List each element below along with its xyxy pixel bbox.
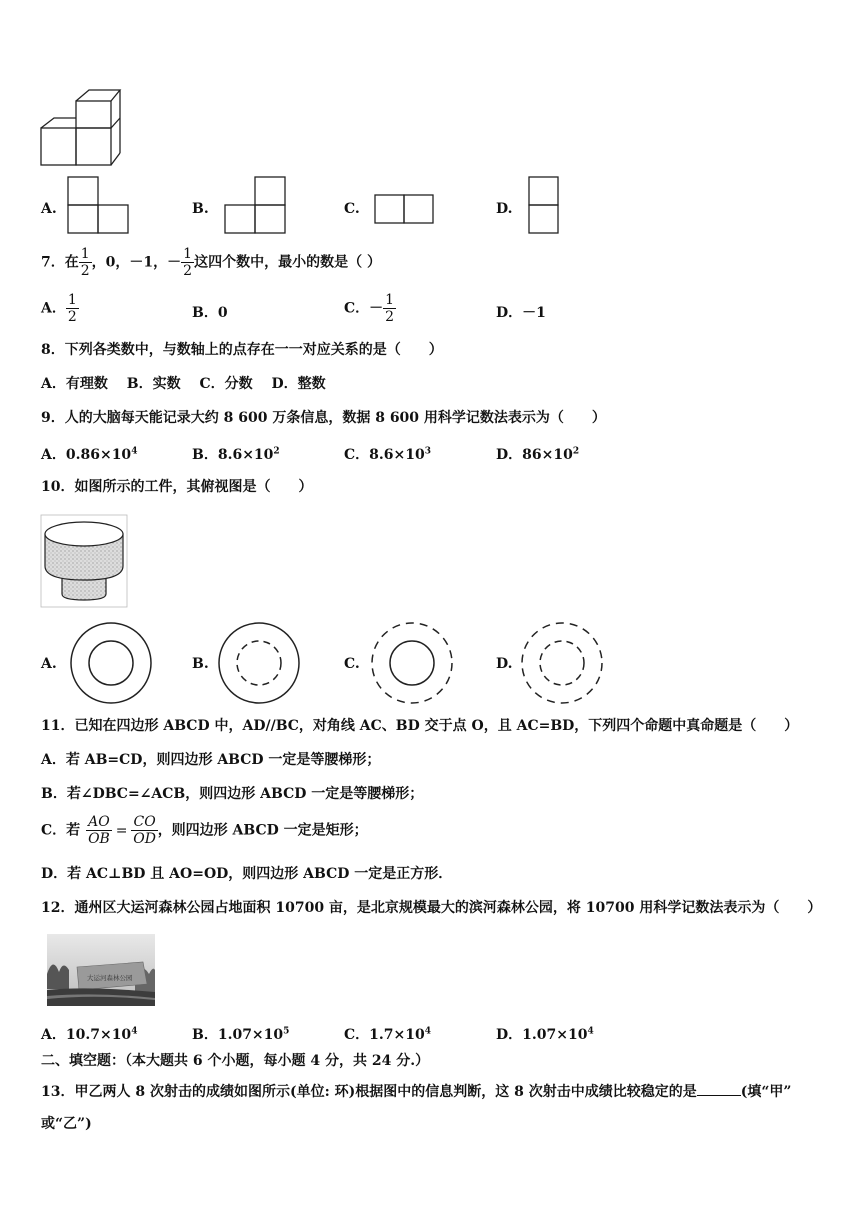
q10-option-d-figure[interactable] (519, 620, 605, 706)
q12-option-a[interactable] (41, 1024, 137, 1044)
q7-a-den: 2 (67, 309, 77, 325)
q7-option-d[interactable]: D．－1 (496, 305, 546, 321)
q7-option-a-fraction (66, 292, 79, 325)
q9-d-base: D．86×10 (496, 447, 573, 463)
q9-stem: 9．人的大脑每天能记录大约 8 600 万条信息，数据 8 600 用科学记数法表示为（ ） (41, 410, 606, 426)
q7-frac2-num: 1 (183, 246, 193, 262)
q10-option-a-figure[interactable] (68, 620, 154, 706)
q12-photo-sign-text: 大运河森林公园 (87, 974, 133, 982)
q12-b-base: B．1.07×10 (192, 1027, 284, 1043)
q8-stem: 8．下列各类数中，与数轴上的点存在一一对应关系的是（ ） (41, 342, 443, 358)
q12-a-base: A．10.7×10 (41, 1027, 132, 1043)
q11-c-label: C．若 (41, 822, 81, 839)
q12-option-d[interactable] (496, 1024, 594, 1044)
q7-frac-num: 1 (80, 246, 90, 262)
q13-line2: 或“乙”) (41, 1116, 92, 1132)
q7-a-num: 1 (67, 292, 77, 308)
q9-option-c[interactable] (344, 444, 431, 464)
q11-c-fraction-co-od (131, 814, 157, 847)
q11-stem: 11．已知在四边形 ABCD 中，AD//BC，对角线 AC、BD 交于点 O，且 AC=BD，下列四个命题中真命题是（ ） (41, 718, 799, 734)
q11-option-c[interactable] (41, 814, 368, 847)
q7-option-c-label: C． (344, 300, 370, 317)
q11-option-d[interactable]: D．若 AC⊥BD 且 AO=OD，则四边形 ABCD 一定是正方形． (41, 866, 453, 882)
q12-stem: 12．通州区大运河森林公园占地面积 10700 亩，是北京规模最大的滨河森林公园，将 10700 用科学记数法表示为（ ） (41, 900, 822, 916)
q7-fraction-neg-half (181, 246, 194, 279)
q7-option-c-fraction (383, 292, 396, 325)
q6-cube-figure (40, 88, 122, 168)
q7-frac2-den: 2 (183, 263, 193, 279)
q12-d-exp: 4 (587, 1026, 594, 1037)
q6-option-b-figure[interactable] (223, 175, 287, 235)
q9-a-exp: 4 (131, 446, 138, 457)
q10-workpiece-figure (40, 514, 128, 608)
q7-suffix: 这四个数中，最小的数是（ ） (194, 254, 381, 271)
q13-line1 (41, 1083, 791, 1101)
q10-option-c-figure[interactable] (369, 620, 455, 706)
q11-c-f1-num: AO (88, 814, 110, 830)
q12-park-photo (47, 934, 155, 1006)
q10-stem: 10．如图所示的工件，其俯视图是（ ） (41, 479, 313, 495)
q9-option-a[interactable] (41, 444, 137, 464)
section2-heading: 二、填空题：（本大题共 6 个小题，每小题 4 分，共 24 分.） (41, 1053, 430, 1069)
q9-d-exp: 2 (572, 446, 580, 457)
q11-c-equals: = (115, 822, 128, 839)
q6-option-d-figure[interactable] (527, 175, 561, 235)
q13-answer-blank[interactable] (697, 1083, 741, 1096)
q7-neg-sign: － (167, 254, 182, 271)
q7-fraction-half (79, 246, 92, 279)
q9-a-base: A．0.86×10 (41, 447, 132, 463)
q9-option-b[interactable] (192, 444, 280, 464)
q11-c-fraction-ao-ob (86, 814, 112, 847)
q6-option-a-label[interactable]: A. (41, 201, 57, 217)
q11-c-tail: ，则四边形 ABCD 一定是矩形； (157, 822, 368, 839)
q9-c-base: C．8.6×10 (344, 447, 425, 463)
q11-option-b[interactable]: B．若∠DBC=∠ACB，则四边形 ABCD 一定是等腰梯形； (41, 786, 424, 802)
q10-option-b-label[interactable]: B. (192, 656, 209, 672)
q12-b-exp: 5 (283, 1026, 290, 1037)
q12-c-base: C．1.7×10 (344, 1027, 425, 1043)
q11-c-f2-den: OD (133, 831, 156, 847)
q12-a-exp: 4 (131, 1026, 138, 1037)
q6-option-a-figure[interactable] (66, 175, 130, 235)
q11-option-a[interactable]: A．若 AB=CD，则四边形 ABCD 一定是等腰梯形； (41, 752, 381, 768)
q7-option-b[interactable]: B．0 (192, 305, 228, 321)
q13-line1-tail: (填“甲” (740, 1084, 792, 1100)
q10-option-d-label[interactable]: D. (496, 656, 513, 672)
q7-mid: ，0，－1， (91, 254, 168, 271)
q6-option-c-figure[interactable] (373, 193, 437, 225)
q9-c-exp: 3 (424, 446, 431, 457)
q11-c-f1-den: OB (88, 831, 110, 847)
q7-c-den: 2 (385, 309, 395, 325)
q9-b-base: B．8.6×10 (192, 447, 274, 463)
q7-c-num: 1 (385, 292, 395, 308)
q7-stem (41, 246, 381, 279)
q12-d-base: D．1.07×10 (496, 1027, 588, 1043)
q7-option-a-label: A． (41, 300, 66, 317)
q7-option-c[interactable] (344, 292, 396, 325)
q8-options[interactable]: A．有理数 B．实数 C．分数 D．整数 (41, 376, 326, 392)
q12-c-exp: 4 (424, 1026, 431, 1037)
q7-option-c-neg: － (369, 300, 384, 317)
q9-option-d[interactable] (496, 444, 579, 464)
q7-option-a[interactable] (41, 292, 79, 325)
q6-option-d-label[interactable]: D. (496, 201, 513, 217)
q6-option-c-label[interactable]: C. (344, 201, 360, 217)
q13-line1-text: 13．甲乙两人 8 次射击的成绩如图所示(单位: 环)根据图中的信息判断，这 8 次射击中成绩比较稳定的是 (41, 1084, 697, 1100)
q10-option-c-label[interactable]: C. (344, 656, 360, 672)
q6-option-b-label[interactable]: B. (192, 201, 209, 217)
q12-option-b[interactable] (192, 1024, 289, 1044)
q10-option-b-figure[interactable] (216, 620, 302, 706)
q9-b-exp: 2 (273, 446, 280, 457)
q12-option-c[interactable] (344, 1024, 431, 1044)
q7-prefix: 7．在 (41, 254, 79, 271)
q11-c-f2-num: CO (133, 814, 156, 830)
q7-frac-den: 2 (80, 263, 90, 279)
q10-option-a-label[interactable]: A. (41, 656, 57, 672)
